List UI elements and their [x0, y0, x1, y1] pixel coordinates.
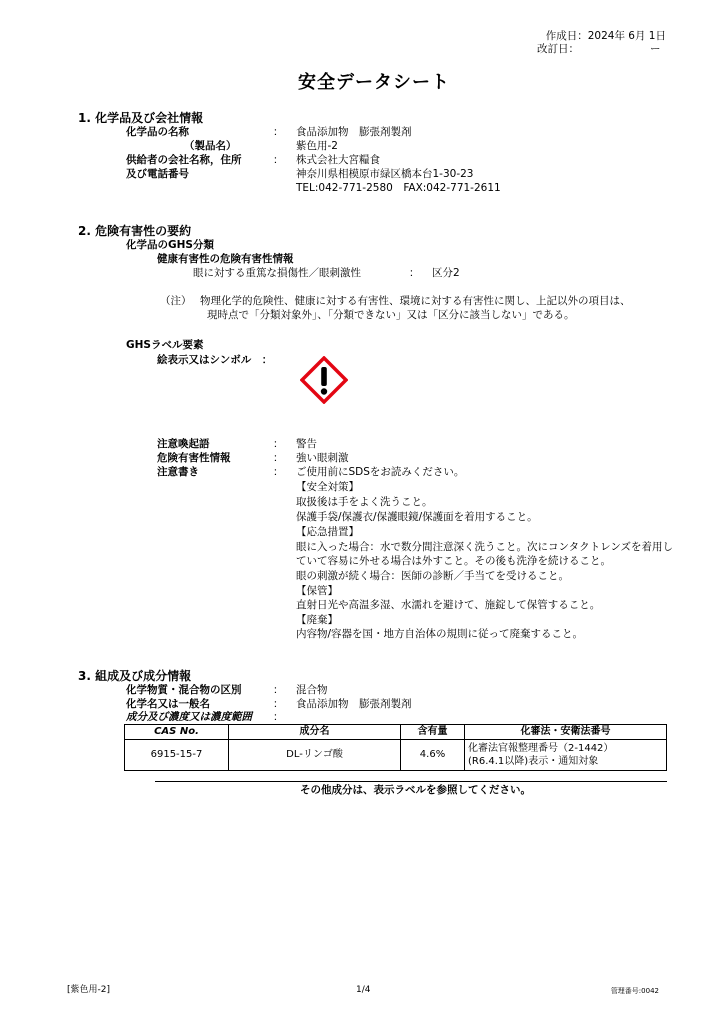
note-line-2: 現時点で「分類対象外」、「分類できない」又は「区分に該当しない」である。 [207, 309, 575, 321]
column-header-component: 成分名 [229, 725, 401, 740]
signal-word-label: 注意喚起語 [157, 438, 210, 450]
supplier-value: 株式会社大宮糧食 [296, 154, 380, 166]
hazard-statement-label: 危険有害性情報 [157, 452, 231, 464]
supplier-label: 供給者の会社名称，住所 [126, 154, 242, 166]
cas-number-cell: 6915-15-7 [125, 740, 229, 771]
law-number-cell [465, 740, 667, 771]
address-value: 神奈川県相模原市緑区橋本台1-30-23 [296, 168, 474, 180]
precaution-line: 【安全対策】 [296, 481, 359, 493]
law-number-line-1: 化審法官報整理番号（2-1442） [468, 743, 614, 754]
precaution-line: 直射日光や高温多湿、水濡れを避けて、施錠して保管すること。 [296, 599, 601, 611]
ghs-class-label: 化学品のGHS分類 [126, 239, 214, 251]
health-hazard-label: 健康有害性の危険有害性情報 [157, 253, 294, 265]
precaution-line: ご使用前にSDSをお読みください。 [296, 466, 465, 478]
composition-table [124, 724, 667, 771]
footer-product-name: [紫色用-2] [67, 985, 110, 995]
table-header-row [125, 725, 667, 740]
component-name-cell: DL-リンゴ酸 [229, 740, 401, 771]
colon: ： [273, 466, 284, 478]
colon: ： [273, 711, 284, 723]
colon: ： [409, 267, 420, 279]
precaution-line: 眼の刺激が続く場合：医師の診断／手当てを受けること。 [296, 570, 569, 582]
colon: ： [273, 698, 284, 710]
content-cell: 4.6% [401, 740, 465, 771]
created-date: 作成日：2024年 6月 1日 [545, 30, 666, 42]
eye-irritation-value: 区分2 [432, 267, 460, 279]
hazard-statement-value: 強い眼刺激 [296, 452, 349, 464]
document-title: 安全データシート [298, 72, 450, 93]
section2-heading: 2. 危険有害性の要約 [78, 224, 192, 238]
chemical-name-label: 化学名又は一般名 [126, 698, 210, 710]
signal-word-value: 警告 [296, 438, 317, 450]
tel-fax-value: TEL:042-771-2580 FAX:042-771-2611 [296, 182, 501, 194]
precaution-line: 内容物/容器を国・地方自治体の規則に従って廃棄すること。 [296, 628, 584, 640]
precaution-line: 眼に入った場合：水で数分間注意深く洗うこと。次にコンタクトレンズを着用し [296, 541, 674, 553]
management-number: 管理番号:0042 [610, 987, 659, 995]
exclamation-mark-pictogram-icon [300, 356, 348, 404]
precaution-line: 保護手袋/保護衣/保護眼鏡/保護面を着用すること。 [296, 511, 538, 523]
other-components-note: その他成分は、表示ラベルを参照してください。 [300, 784, 531, 796]
label-elements-heading: GHSラベル要素 [126, 339, 204, 351]
concentration-label: 成分及び濃度又は濃度範囲 [126, 711, 252, 723]
precaution-line: 【保管】 [296, 585, 338, 597]
precaution-line: 【廃棄】 [296, 614, 338, 626]
column-header-content: 含有量 [401, 725, 465, 740]
precaution-label: 注意書き [157, 466, 199, 478]
law-number-line-2: (R6.4.1以降)表示・通知対象 [468, 756, 599, 767]
eye-irritation-label: 眼に対する重篤な損傷性／眼刺激性 [193, 267, 361, 279]
column-header-cas: CAS No. [125, 725, 229, 740]
colon: ： [273, 684, 284, 696]
section1-heading: 1. 化学品及び会社情報 [78, 111, 204, 125]
revised-date-label: 改訂日： [537, 43, 579, 55]
note-prefix: （注） [160, 295, 192, 307]
table-row [125, 740, 667, 771]
substance-type-label: 化学物質・混合物の区別 [126, 684, 242, 696]
note-line-1: 物理化学的危険性、健康に対する有害性、環境に対する有害性に関し、上記以外の項目は、 [200, 295, 631, 307]
colon: ： [273, 126, 284, 138]
colon: ： [273, 438, 284, 450]
precaution-line: 【応急措置】 [296, 526, 359, 538]
product-value: 食品添加物 膨張剤製剤 [296, 126, 412, 138]
trade-name-value: 紫色用-2 [296, 140, 338, 152]
section3-heading: 3. 組成及び成分情報 [78, 669, 192, 683]
pictogram-label: 絵表示又はシンボル ： [157, 354, 273, 366]
colon: ： [273, 154, 284, 166]
phone-label: 及び電話番号 [126, 168, 189, 180]
product-label: 化学品の名称 [126, 126, 189, 138]
precaution-line: 取扱後は手をよく洗うこと。 [296, 496, 433, 508]
substance-type-value: 混合物 [296, 684, 328, 696]
column-header-law-number: 化審法・安衛法番号 [465, 725, 667, 740]
page-number: 1/4 [356, 985, 371, 995]
revised-date-value: ー [650, 43, 661, 55]
divider-line [155, 781, 667, 782]
colon: ： [273, 452, 284, 464]
precaution-line: ていて容易に外せる場合は外すこと。その後も洗浄を続けること。 [296, 555, 611, 567]
trade-name-label: （製品名） [184, 140, 237, 152]
chemical-name-value: 食品添加物 膨張剤製剤 [296, 698, 412, 710]
